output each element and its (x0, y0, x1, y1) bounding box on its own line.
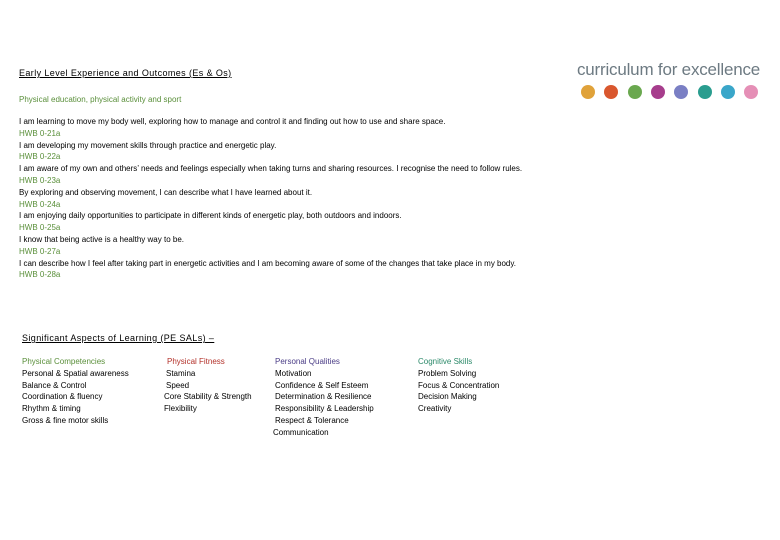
cfe-logo (577, 60, 767, 105)
outcome-code: HWB 0-21a (19, 128, 61, 138)
logo-dots (577, 85, 767, 105)
outcome-item (19, 210, 522, 234)
sals-column-physical-competencies (22, 356, 129, 427)
logo-dot (581, 85, 595, 99)
list-item: Focus & Concentration (418, 380, 500, 390)
list-item: Respect & Tolerance (275, 415, 349, 425)
list-item: Personal & Spatial awareness (22, 368, 129, 378)
outcome-item (19, 187, 522, 211)
outcome-code: HWB 0-25a (19, 223, 61, 233)
logo-dot (628, 85, 642, 99)
page-title: Early Level Experience and Outcomes (Es & Os) (19, 68, 232, 78)
list-item: Problem Solving (418, 368, 477, 378)
list-item: Flexibility (164, 404, 197, 414)
outcome-code: HWB 0-27a (19, 246, 61, 256)
logo-dot (698, 85, 712, 99)
outcome-text: I can describe how I feel after taking part in energetic activities and I am becoming aware of some of the changes that take place in my body. (19, 258, 517, 268)
list-item: Speed (166, 380, 190, 390)
list-item: Coordination & fluency (22, 392, 103, 402)
outcome-code: HWB 0-22a (19, 152, 61, 162)
list-item: Determination & Resilience (275, 392, 372, 402)
outcome-code: HWB 0-24a (19, 199, 61, 209)
column-title: Physical Fitness (167, 357, 225, 366)
outcome-text: I am learning to move my body well, exploring how to manage and control it and finding out how to use and share space. (19, 117, 446, 126)
column-title: Physical Competencies (22, 357, 106, 366)
list-item: Confidence & Self Esteem (275, 380, 369, 390)
sals-column-cognitive-skills (418, 356, 499, 415)
outcome-item (19, 258, 522, 282)
logo-dot (651, 85, 665, 99)
outcome-text: I am enjoying daily opportunities to participate in different kinds of energetic play, both outdoors and indoors. (19, 211, 402, 221)
list-item: Gross & fine motor skills (22, 415, 109, 425)
outcome-code: HWB 0-23a (19, 175, 61, 185)
list-item: Responsibility & Leadership (275, 404, 374, 414)
outcome-item (19, 163, 522, 187)
logo-text: curriculum for excellence (577, 60, 761, 79)
logo-dot (721, 85, 735, 99)
list-item: Core Stability & Strength (164, 392, 252, 402)
outcome-text: I am developing my movement skills through practice and energetic play. (19, 140, 277, 150)
outcome-text: I know that being active is a healthy way to be. (19, 234, 184, 244)
list-item: Balance & Control (22, 380, 87, 390)
logo-dot (604, 85, 618, 99)
sals-column-personal-qualities (275, 356, 374, 439)
outcomes-list (19, 116, 522, 281)
column-title: Cognitive Skills (418, 357, 473, 366)
list-item: Creativity (418, 404, 452, 414)
sals-column-physical-fitness (164, 356, 252, 415)
logo-dot (674, 85, 688, 99)
outcome-item (19, 116, 522, 140)
column-title: Personal Qualities (275, 357, 340, 366)
sals-title: Significant Aspects of Learning (PE SALs) – (22, 333, 215, 343)
list-item: Decision Making (418, 392, 477, 402)
list-item: Communication (273, 427, 329, 437)
outcome-item (19, 234, 522, 258)
outcome-text: I am aware of my own and others’ needs and feelings especially when taking turns and sharing resources. I recognise the need to follow rules. (19, 164, 523, 174)
list-item: Rhythm & timing (22, 404, 81, 414)
list-item: Stamina (166, 368, 196, 378)
list-item: Motivation (275, 368, 312, 378)
outcome-text: By exploring and observing movement, I can describe what I have learned about it. (19, 187, 313, 197)
logo-dot (744, 85, 758, 99)
outcome-code: HWB 0-28a (19, 270, 61, 280)
page-subtitle: Physical education, physical activity and sport (19, 95, 182, 104)
outcome-item (19, 140, 522, 164)
